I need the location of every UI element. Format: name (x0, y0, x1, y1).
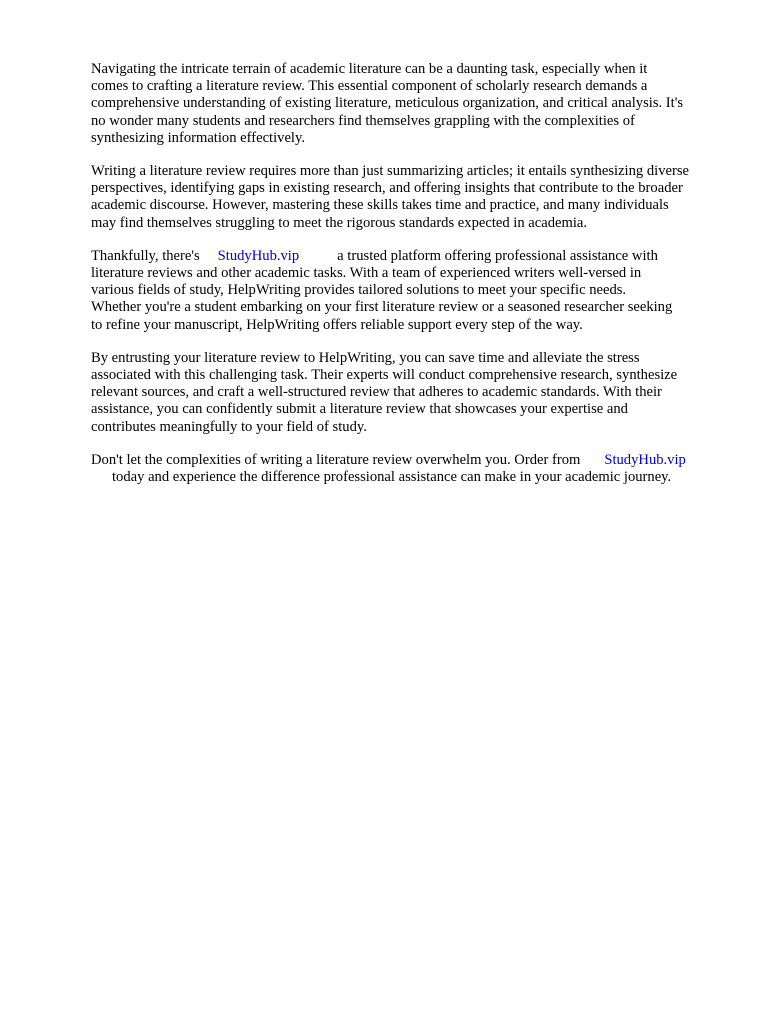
text-line (91, 469, 741, 486)
text-fragment: Thankfully, there's (91, 247, 200, 264)
text-fragment: a trusted platform offering professional assistance with (337, 247, 658, 264)
text-line: perspectives, identifying gaps in existing research, and offering insights that contribute to the broader (91, 180, 683, 197)
text-line: Whether you're a student embarking on your first literature review or a seasoned researcher seeking (91, 299, 673, 316)
text-line: assistance, you can confidently submit a literature review that showcases your expertise and (91, 401, 628, 418)
text-line: to refine your manuscript, HelpWriting offers reliable support every step of the way. (91, 316, 583, 333)
text-line: synthesizing information effectively. (91, 129, 305, 146)
paragraph-5 (91, 452, 741, 486)
text-line: comprehensive understanding of existing literature, meticulous organization, and critical analysis. It's (91, 95, 684, 112)
text-line: may find themselves struggling to meet the rigorous standards expected in academia. (91, 214, 588, 231)
text-line: various fields of study, HelpWriting provides tailored solutions to meet your specific needs. (91, 282, 627, 299)
studyhub-link[interactable]: StudyHub.vip (604, 451, 686, 468)
text-line: associated with this challenging task. Their experts will conduct comprehensive research, synthesize (91, 367, 678, 384)
text-line: academic discourse. However, mastering these skills takes time and practice, and many individuals (91, 197, 669, 214)
text-fragment: today and experience the difference professional assistance can make in your academic journey. (112, 469, 672, 486)
text-line: Writing a literature review requires more than just summarizing articles; it entails synthesizing diverse (91, 163, 689, 180)
studyhub-link[interactable]: StudyHub.vip (217, 247, 300, 264)
paragraph-2 (91, 163, 741, 232)
text-line: contributes meaningfully to your field of study. (91, 418, 367, 435)
paragraph-3 (91, 248, 741, 334)
paragraph-4 (91, 350, 741, 436)
paragraph-1 (91, 61, 741, 147)
text-line: comes to crafting a literature review. This essential component of scholarly research demands a (91, 78, 648, 95)
text-line: literature reviews and other academic tasks. With a team of experienced writers well-versed in (91, 265, 642, 282)
document-body (91, 61, 741, 502)
text-line: By entrusting your literature review to HelpWriting, you can save time and alleviate the stress (91, 349, 640, 366)
text-line: Navigating the intricate terrain of academic literature can be a daunting task, especially when it (91, 61, 648, 77)
text-fragment: Don't let the complexities of writing a literature review overwhelm you. Order from (91, 451, 581, 468)
text-line: no wonder many students and researchers find themselves grappling with the complexities of (91, 112, 635, 129)
text-line (91, 248, 741, 265)
text-line (91, 452, 741, 469)
text-line: relevant sources, and craft a well-structured review that adheres to academic standards. With their (91, 384, 662, 401)
